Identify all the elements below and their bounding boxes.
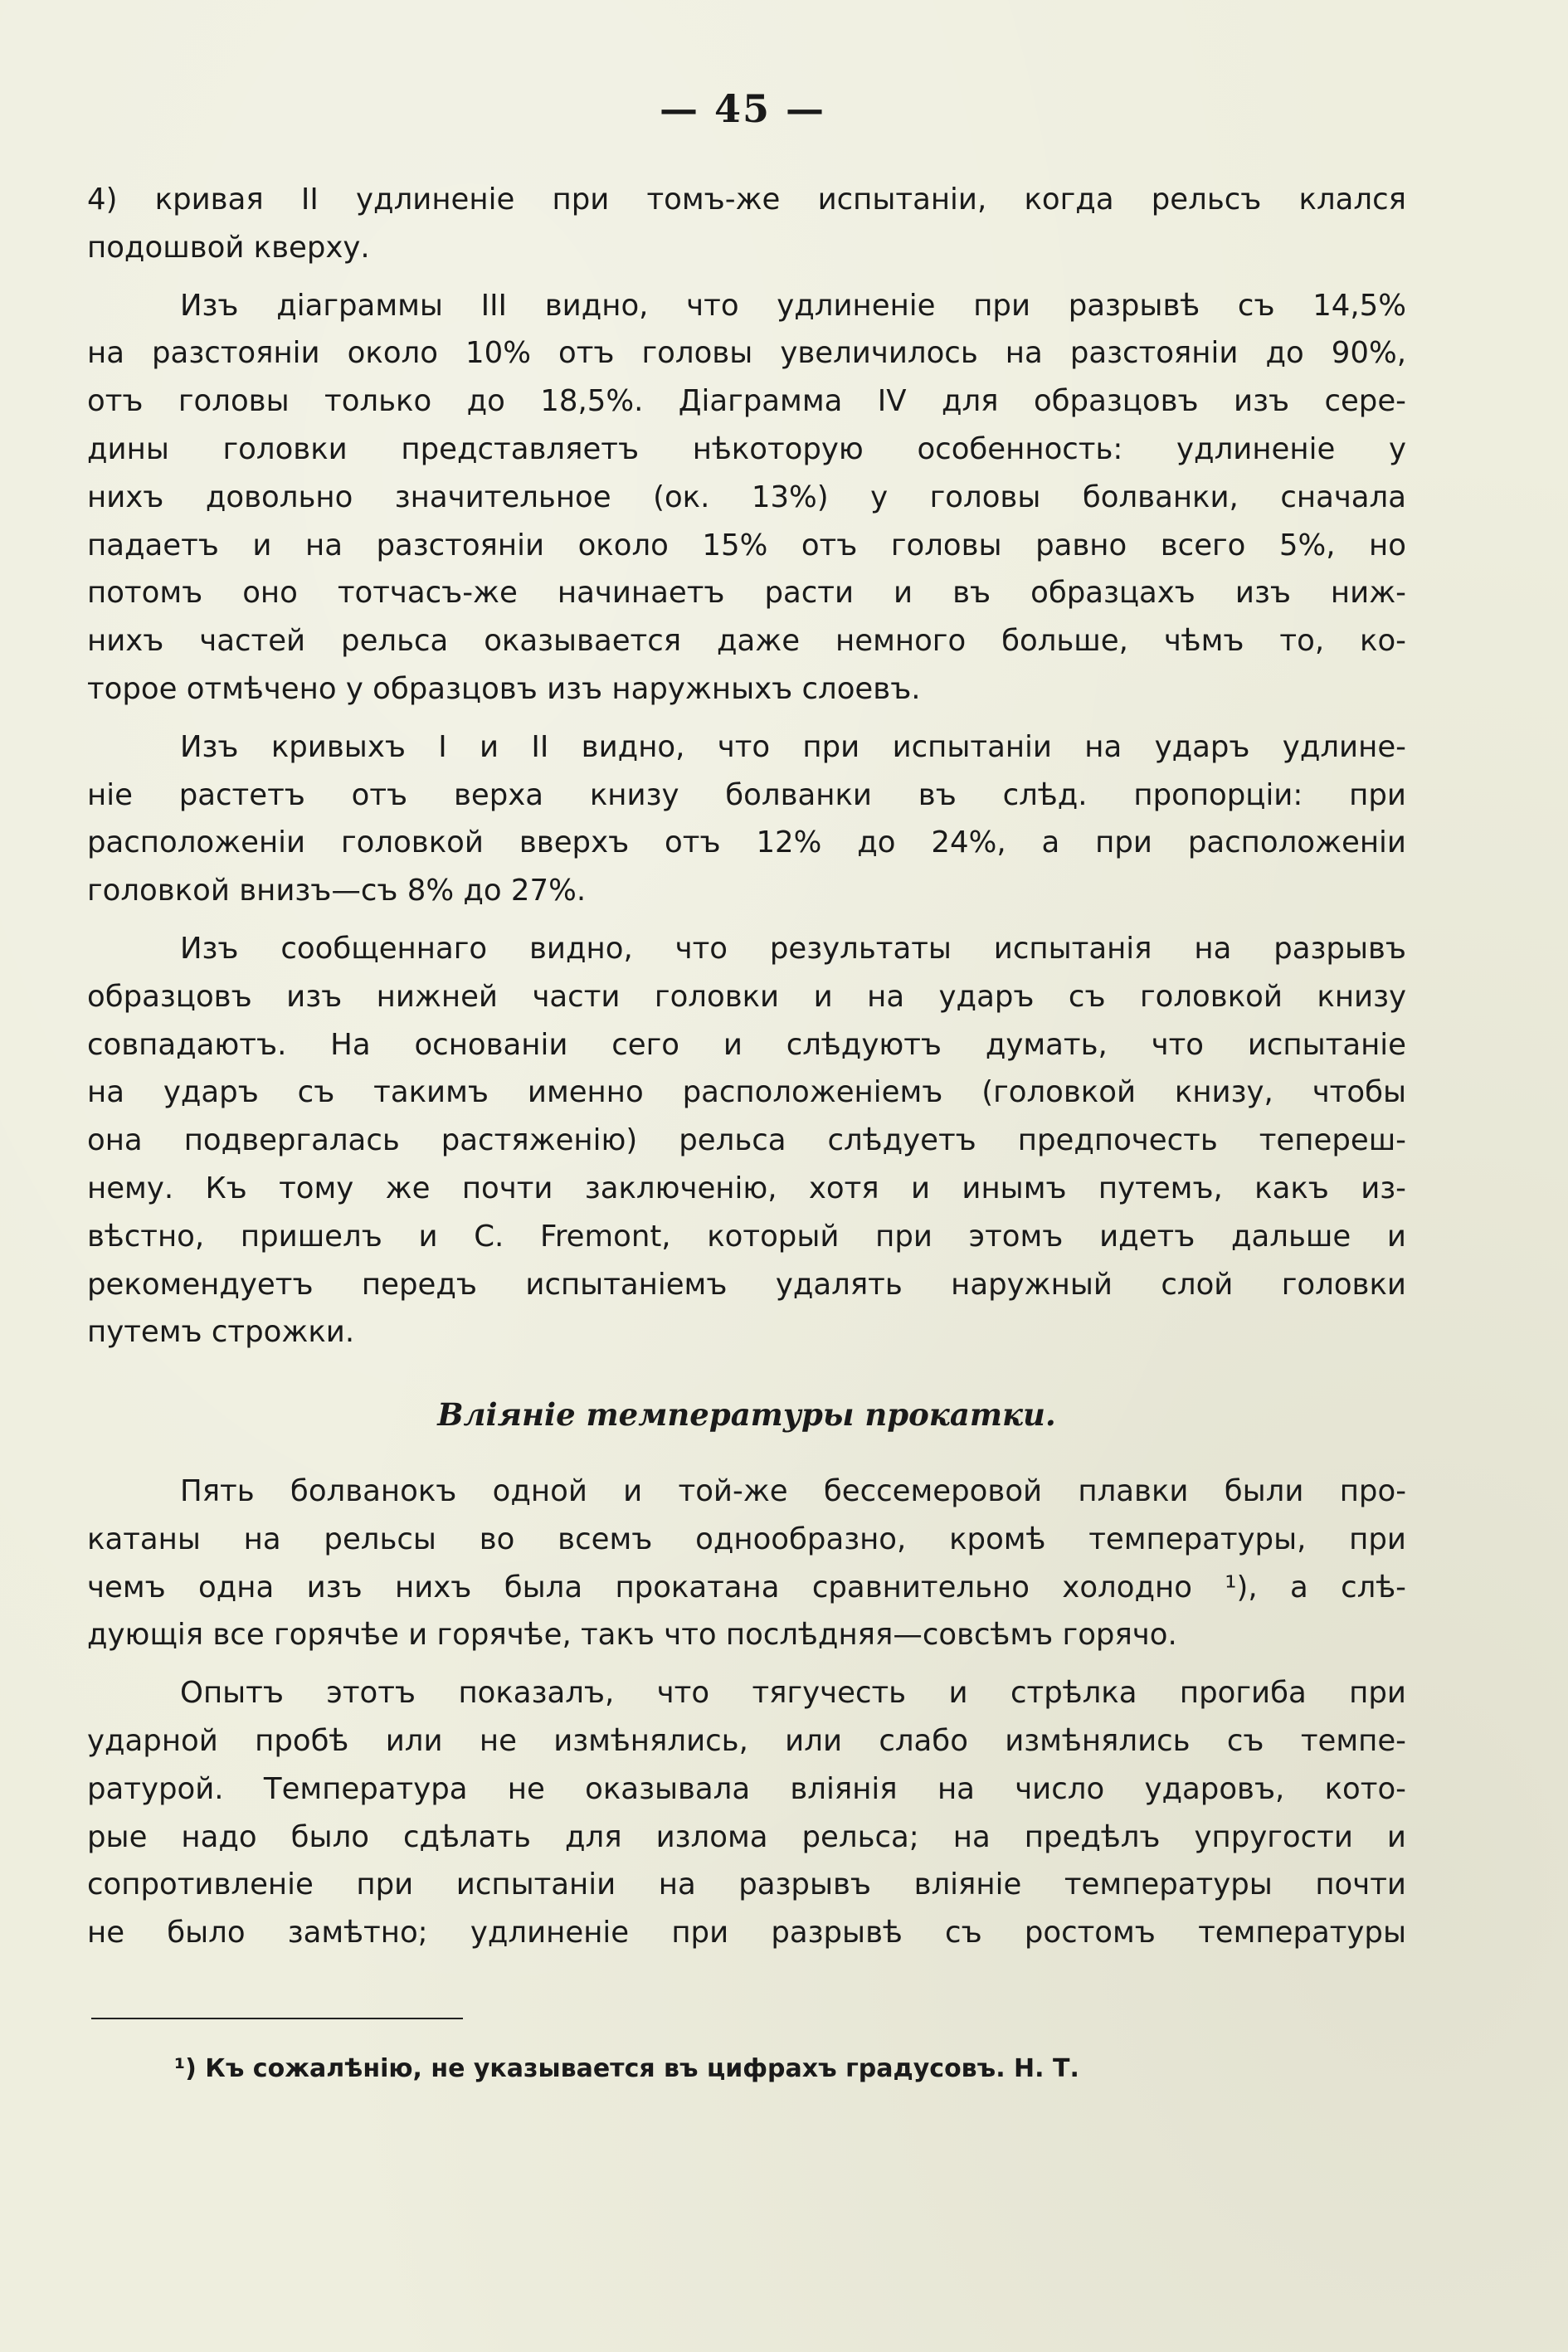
page-number: — 45 — xyxy=(659,86,826,131)
paragraph xyxy=(87,282,1406,713)
body-text xyxy=(87,176,1406,1957)
text-line: катаны на рельсы во всемъ однообразно, кромѣ температуры, при xyxy=(87,1522,1406,1556)
text-line: рекомендуетъ передъ испытаніемъ удалять наружный слой головки xyxy=(87,1267,1406,1302)
paragraph xyxy=(87,925,1406,1356)
text-line: на ударъ съ такимъ именно расположеніемъ (головкой книзу, чтобы xyxy=(87,1075,1406,1110)
paragraph xyxy=(87,1669,1406,1957)
text-line: падаетъ и на разстояніи около 15% отъ головы равно всего 5%, но xyxy=(87,528,1406,562)
text-line: совпадаютъ. На основаніи сего и слѣдуютъ думать, что испытаніе xyxy=(87,1027,1406,1062)
text-line: подошвой кверху. xyxy=(87,230,370,265)
text-line: торое отмѣчено у образцовъ изъ наружныхъ слоевъ. xyxy=(87,671,921,706)
text-line: нихъ довольно значительное (ок. 13%) у головы болванки, сначала xyxy=(87,480,1406,514)
text-line: она подвергалась растяженію) рельса слѣдуетъ предпочесть теперeш- xyxy=(87,1123,1406,1158)
text-line: не было замѣтно; удлиненіе при разрывѣ съ ростомъ температуры xyxy=(87,1916,1406,1950)
text-line: чемъ одна изъ нихъ была прокатана сравнительно холодно ¹), а слѣ- xyxy=(87,1570,1406,1605)
text-line: отъ головы только до 18,5%. Діаграмма IV для образцовъ изъ сере- xyxy=(87,384,1406,419)
text-line: потомъ оно тотчасъ-же начинаетъ расти и въ образцахъ изъ ниж- xyxy=(87,576,1406,611)
text-line: дины головки представляетъ нѣкоторую особенность: удлиненіе у xyxy=(87,431,1406,466)
text-line: образцовъ изъ нижней части головки и на ударъ съ головкой книзу xyxy=(87,979,1406,1014)
text-line: ратурой. Температура не оказывала вліянія на число ударовъ, кото- xyxy=(87,1771,1406,1806)
paragraph xyxy=(87,1468,1406,1659)
text-line: расположеніи головкой вверхъ отъ 12% до 24%, а при расположеніи xyxy=(87,825,1406,860)
text-line: ніе растетъ отъ верха книзу болванки въ слѣд. пропорціи: при xyxy=(87,777,1406,812)
paragraph xyxy=(87,176,1406,272)
text-line: дующія все горячѣе и горячѣе, такъ что послѣдняя—совсѣмъ горячо. xyxy=(87,1618,1177,1653)
paragraph xyxy=(87,723,1406,915)
footnote: ¹) Къ сожалѣнію, не указывается въ цифрахъ градусовъ. Н. Т. xyxy=(174,2054,1079,2083)
text-line: на разстояніи около 10% отъ головы увеличилось на разстояніи до 90%, xyxy=(87,336,1406,371)
text-line: головкой внизъ—съ 8% до 27%. xyxy=(87,874,587,908)
text-line: 4) кривая II удлиненіе при томъ-же испытаніи, когда рельсъ клался xyxy=(87,183,1406,217)
text-line: путемъ строжки. xyxy=(87,1315,355,1350)
text-line: Изъ сообщеннаго видно, что результаты испытанія на разрывъ xyxy=(180,931,1406,966)
text-line: ударной пробѣ или не измѣнялись, или слабо измѣнялись съ темпе- xyxy=(87,1723,1406,1758)
text-line: сопротивленіе при испытаніи на разрывъ вліяніе температуры почти xyxy=(87,1867,1406,1902)
text-line: Опытъ этотъ показалъ, что тягучесть и стрѣлка прогиба при xyxy=(180,1676,1406,1711)
footnote-divider xyxy=(91,2018,463,2019)
text-line: нихъ частей рельса оказывается даже немного больше, чѣмъ то, ко- xyxy=(87,624,1406,659)
text-line: Изъ діаграммы III видно, что удлиненіе при разрывѣ съ 14,5% xyxy=(180,288,1406,323)
text-line: Пять болванокъ одной и той-же бессемеровой плавки были про- xyxy=(180,1473,1406,1508)
section-heading: Вліяніе температуры прокатки. xyxy=(437,1396,1056,1434)
text-line: рые надо было сдѣлать для излома рельса; на предѣлъ упругости и xyxy=(87,1819,1406,1854)
text-line: нему. Къ тому же почти заключенію, хотя и инымъ путемъ, какъ из- xyxy=(87,1171,1406,1205)
text-line: вѣстно, пришелъ и C. Fremont, который при этомъ идетъ дальше и xyxy=(87,1219,1406,1254)
text-line: Изъ кривыхъ I и II видно, что при испытаніи на ударъ удлине- xyxy=(180,729,1406,764)
